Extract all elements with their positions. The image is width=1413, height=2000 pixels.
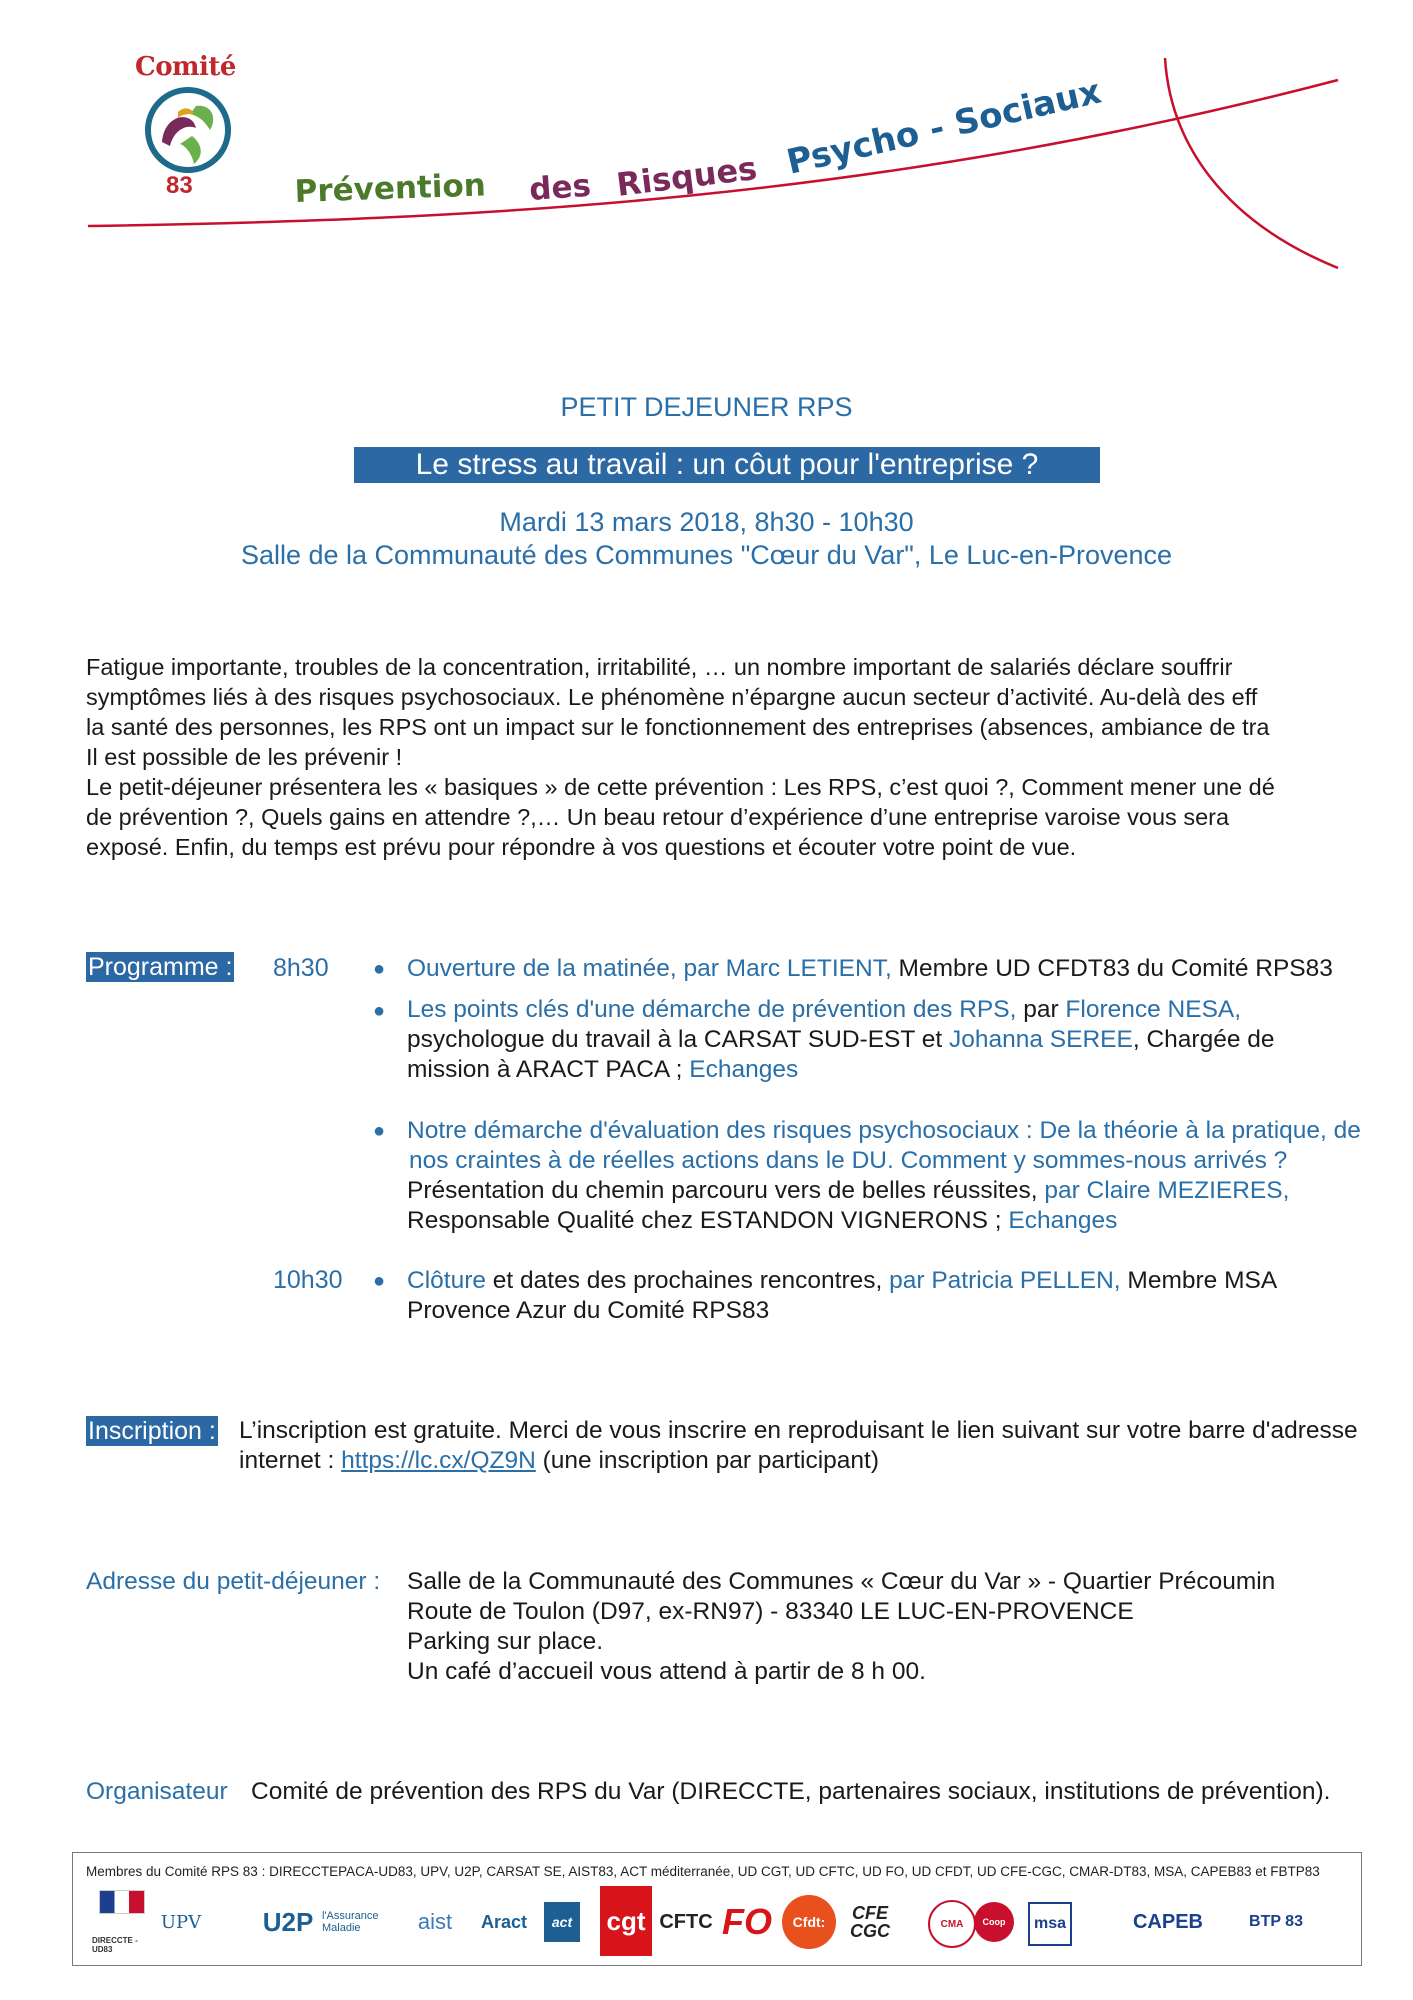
logo-direccte: DIRECCTE - UD83: [92, 1890, 152, 1954]
bullet-icon: ●: [373, 1270, 386, 1292]
logo-btp83: BTP 83: [1249, 1913, 1303, 1930]
banner-word-prevention: Prévention: [294, 167, 487, 210]
intro-line: Fatigue importante, troubles de la concentration, irritabilité, … un nombre important de salariés déclare souffrir: [86, 654, 1233, 680]
banner-word-psycho-sociaux: Psycho - Sociaux: [783, 71, 1105, 183]
address-text: Salle de la Communauté des Communes « Cœur du Var » - Quartier Précoumin Route de Toulon (D97, ex-RN97) - 83340 LE LUC-EN-PROVENCE Parking sur place. Un café d’accueil vous attend à partir de 8 h 00.: [407, 1568, 1276, 1685]
inscription-link[interactable]: https://lc.cx/QZ9N: [341, 1447, 536, 1474]
logo-fo: FO: [722, 1901, 772, 1942]
intro-line: Il est possible de les prévenir !: [86, 744, 403, 770]
event-type: PETIT DEJEUNER RPS: [560, 392, 853, 422]
programme-item-evaluation: Notre démarche d'évaluation des risques psychosociaux : De la théorie à la pratique, de nos craintes à de réelles actions dans le DU. Comment y sommes-nous arrivés ? Présentation du chemin parcouru vers de belles réussites, par Claire MEZIERES, Responsable Qualité chez ESTANDON VIGNERONS ; Echanges: [407, 1117, 1361, 1234]
intro-line: de prévention ?, Quels gains en attendre ?,… Un beau retour d’expérience d’une entreprise varoise vous sera: [86, 804, 1230, 830]
logo-cfe-cgc: CFE CGC: [850, 1903, 890, 1941]
address-label: Adresse du petit-déjeuner :: [86, 1568, 381, 1595]
organizer-label: Organisateur: [86, 1778, 228, 1805]
banner-red-line: [88, 80, 1338, 226]
logo-capeb: CAPEB: [1132, 1910, 1203, 1933]
event-title: Le stress au travail : un côut pour l'entreprise ?: [354, 447, 1100, 483]
logo-assurance-maladie: l'Assurance Maladie: [322, 1910, 379, 1934]
intro-line: la santé des personnes, les RPS ont un impact sur le fonctionnement des entreprises (absences, ambiance de tra: [86, 714, 1270, 740]
logo-msa: msa: [1028, 1902, 1072, 1946]
intro-line: exposé. Enfin, du temps est prévu pour répondre à vos questions et écouter votre point de vue.: [86, 834, 1077, 860]
logo-cma: CMA: [928, 1900, 976, 1948]
logo-aist: aist: [417, 1909, 453, 1934]
programme-time-start: 8h30: [273, 954, 329, 982]
organizer-text: Comité de prévention des RPS du Var (DIRECCTE, partenaires sociaux, institutions de prévention).: [251, 1778, 1331, 1805]
header-banner: [80, 50, 1350, 290]
intro-line: Le petit-déjeuner présentera les « basiques » de cette prévention : Les RPS, c’est quoi ?, Comment mener une dé: [86, 774, 1275, 800]
banner-red-arc: [1165, 58, 1338, 268]
logo-aract: Aract: [480, 1911, 528, 1932]
logo-number: 83: [166, 172, 193, 199]
event-date: Mardi 13 mars 2018, 8h30 - 10h30: [499, 507, 914, 537]
bullet-icon: ●: [373, 1000, 386, 1022]
programme-time-end: 10h30: [273, 1266, 343, 1294]
intro-paragraph: [86, 652, 1413, 862]
event-venue: Salle de la Communauté des Communes "Cœur du Var", Le Luc-en-Provence: [240, 540, 1173, 570]
logo-act: act: [544, 1902, 580, 1942]
inscription-text: L’inscription est gratuite. Merci de vous inscrire en reproduisant le lien suivant sur votre barre d'adresse internet : https://lc.cx/QZ9N (une inscription par participant): [239, 1417, 1358, 1474]
programme-item-closing: Clôture et dates des prochaines rencontres, par Patricia PELLEN, Membre MSA Provence Azur du Comité RPS83: [407, 1267, 1278, 1324]
bullet-icon: ●: [373, 958, 386, 980]
logo-cfdt: Cfdt:: [782, 1895, 836, 1949]
inscription-label: Inscription :: [88, 1417, 216, 1445]
logo-u2p: U2P: [262, 1906, 314, 1937]
logo-coop: Coop: [974, 1902, 1014, 1942]
programme-label: Programme :: [88, 953, 233, 981]
footer-members-text: Membres du Comité RPS 83 : DIRECCTEPACA-UD83, UPV, U2P, CARSAT SE, AIST83, ACT méditerranée, UD CGT, UD CFTC, UD FO, UD CFDT, UD CFE-CGC, CMAR-DT83, MSA, CAPEB83 et FBTP83: [86, 1864, 1320, 1879]
logo-upv: UPV: [160, 1911, 202, 1933]
bullet-icon: ●: [373, 1120, 386, 1142]
logo-cftc: CFTC: [659, 1910, 713, 1933]
banner-word-risques: Risques: [614, 149, 760, 204]
logo-cgt: cgt: [600, 1886, 652, 1956]
intro-line: symptômes liés à des risques psychosociaux. Le phénomène n’épargne aucun secteur d’activité. Au-delà des eff: [86, 684, 1258, 710]
banner-word-des: des: [528, 167, 593, 208]
programme-item-opening: Ouverture de la matinée, par Marc LETIENT, Membre UD CFDT83 du Comité RPS83: [407, 955, 1333, 982]
programme-item-key-points: Les points clés d'une démarche de prévention des RPS, par Florence NESA, psychologue du travail à la CARSAT SUD-EST et Johanna SEREE, Chargée de mission à ARACT PACA ; Echanges: [407, 996, 1275, 1083]
logo-text: Comité: [135, 52, 236, 82]
